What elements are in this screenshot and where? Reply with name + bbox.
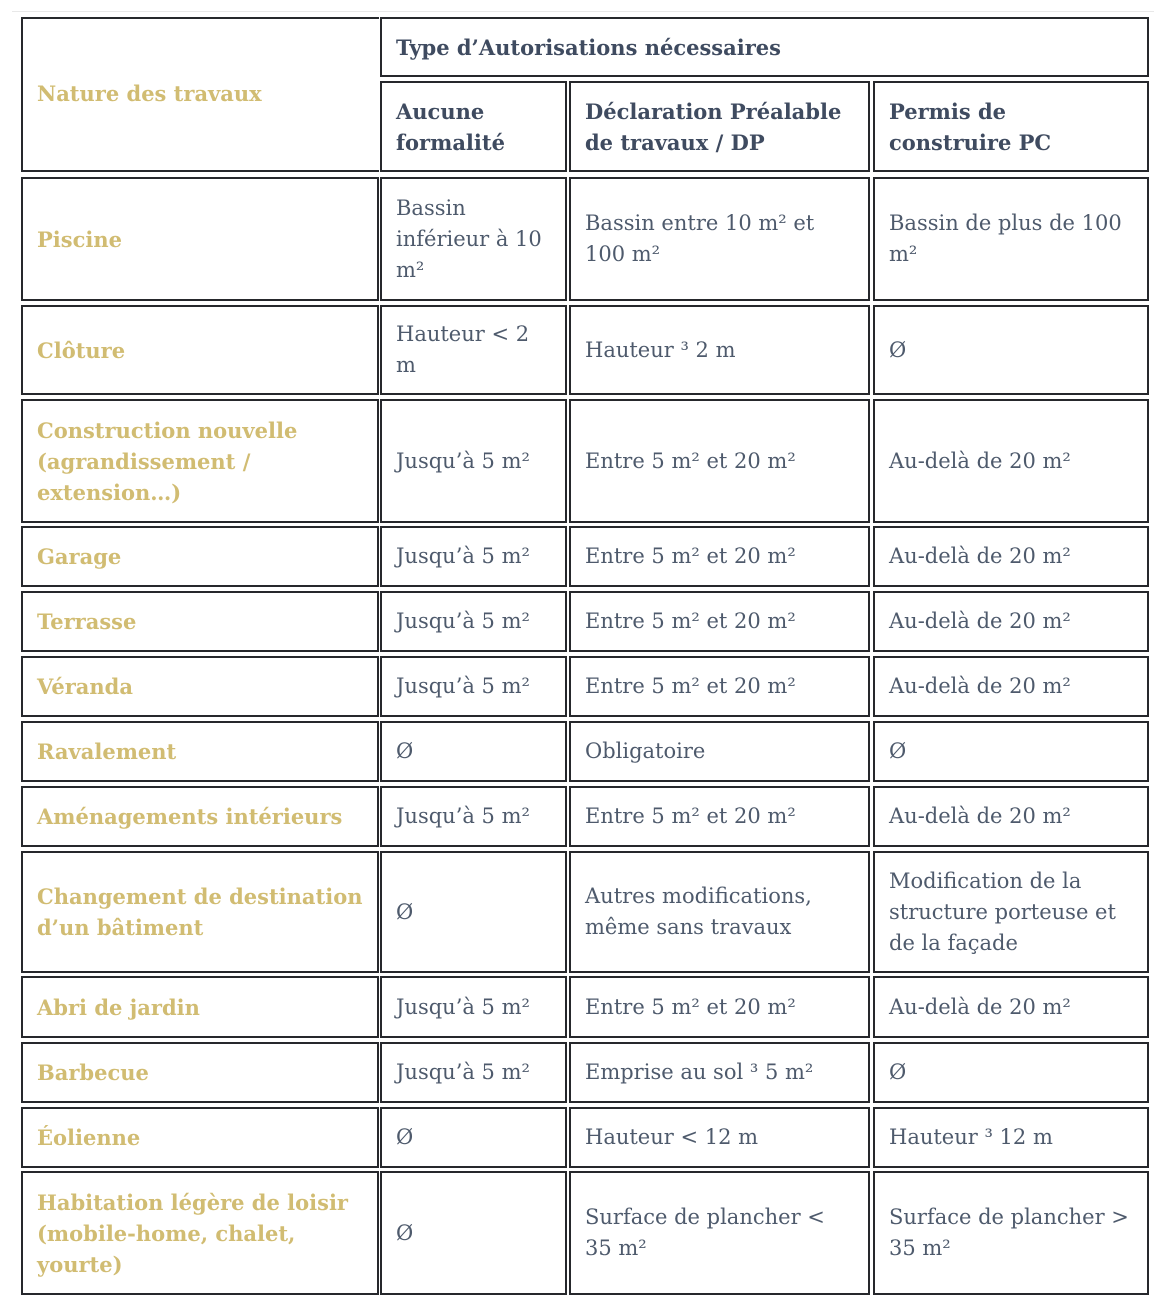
header-col-dp: Déclaration Préalable de travaux / DP <box>569 81 870 172</box>
header-nature-text: Nature des travaux <box>37 81 262 106</box>
cell-aucune-text: Jusqu’à 5 m² <box>396 804 530 828</box>
cell-dp-text: Bassin entre 10 m² et 100 m² <box>585 211 815 266</box>
row-label <box>21 305 379 395</box>
row-label <box>21 976 379 1038</box>
cell-aucune-text: Jusqu’à 5 m² <box>396 448 530 473</box>
cell-aucune <box>380 1171 567 1295</box>
cell-dp-text: Autres modifications, même sans travaux <box>585 884 812 939</box>
row-label <box>21 526 379 587</box>
cell-dp <box>569 177 870 301</box>
cell-pc-text: Au-delà de 20 m² <box>889 448 1071 473</box>
cell-dp <box>569 305 870 395</box>
cell-aucune-text: Jusqu’à 5 m² <box>396 994 530 1019</box>
cell-dp <box>569 399 870 523</box>
cell-pc-text: Bassin de plus de 100 m² <box>889 211 1122 266</box>
cell-aucune <box>380 526 567 587</box>
cell-dp <box>569 656 870 717</box>
cell-pc <box>873 1107 1149 1168</box>
cell-aucune <box>380 786 567 847</box>
cell-pc <box>873 1171 1149 1295</box>
row-label <box>21 591 379 652</box>
cell-dp-text: Entre 5 m² et 20 m² <box>585 674 796 698</box>
cell-dp <box>569 1042 870 1103</box>
cell-aucune <box>380 399 567 523</box>
header-group: Type d’Autorisations nécessaires <box>380 17 1149 77</box>
cell-dp <box>569 851 870 973</box>
cell-pc-text: Au-delà de 20 m² <box>889 544 1071 568</box>
cell-pc-text: Ø <box>889 739 907 763</box>
cell-dp-text: Entre 5 m² et 20 m² <box>585 448 796 473</box>
row-label <box>21 851 379 973</box>
header-col-aucune: Aucune formalité <box>380 81 567 172</box>
cell-pc <box>873 656 1149 717</box>
row-label <box>21 786 379 847</box>
cell-dp <box>569 976 870 1038</box>
cell-dp <box>569 786 870 847</box>
cell-pc-text: Au-delà de 20 m² <box>889 674 1071 698</box>
cell-dp-text: Entre 5 m² et 20 m² <box>585 544 796 568</box>
row-label-text: Habitation légère de loisir (mobile-home, chalet, yourte) <box>37 1189 348 1277</box>
cell-dp-text: Hauteur < 12 m <box>585 1125 759 1149</box>
cell-aucune-text: Jusqu’à 5 m² <box>396 674 530 698</box>
cell-pc-text: Ø <box>889 1060 907 1084</box>
cell-dp-text: Entre 5 m² et 20 m² <box>585 609 796 633</box>
cell-aucune <box>380 1107 567 1168</box>
cell-aucune <box>380 305 567 395</box>
cell-pc <box>873 591 1149 652</box>
cell-pc-text: Au-delà de 20 m² <box>889 609 1071 633</box>
cell-pc <box>873 399 1149 523</box>
cell-aucune-text: Hauteur < 2 m <box>396 322 530 377</box>
row-label-text: Abri de jardin <box>37 994 200 1020</box>
cell-pc <box>873 305 1149 395</box>
header-nature <box>21 17 379 172</box>
cell-pc <box>873 177 1149 301</box>
cell-aucune <box>380 976 567 1038</box>
cell-dp-text: Entre 5 m² et 20 m² <box>585 804 796 828</box>
cell-pc <box>873 526 1149 587</box>
cell-aucune <box>380 1042 567 1103</box>
cell-pc-text: Au-delà de 20 m² <box>889 804 1071 828</box>
row-label <box>21 656 379 717</box>
top-rule <box>12 11 1154 12</box>
cell-pc <box>873 786 1149 847</box>
cell-aucune-text: Ø <box>396 739 414 763</box>
cell-aucune <box>380 177 567 301</box>
cell-aucune-text: Jusqu’à 5 m² <box>396 609 530 633</box>
cell-aucune-text: Jusqu’à 5 m² <box>396 544 530 568</box>
cell-pc <box>873 721 1149 782</box>
row-label-text: Piscine <box>37 226 122 252</box>
row-label <box>21 177 379 301</box>
row-label-text: Véranda <box>37 674 133 699</box>
row-label-text: Terrasse <box>37 609 137 634</box>
cell-pc-text: Au-delà de 20 m² <box>889 994 1071 1019</box>
cell-pc-text: Hauteur ³ 12 m <box>889 1125 1053 1149</box>
row-label-text: Clôture <box>37 337 126 363</box>
header-nature-top-border <box>21 17 379 19</box>
row-label-text: Barbecue <box>37 1060 149 1085</box>
row-label-text: Aménagements intérieurs <box>37 804 343 829</box>
cell-dp <box>569 526 870 587</box>
row-label <box>21 1107 379 1168</box>
row-label-text: Éolienne <box>37 1125 141 1150</box>
cell-dp-text: Entre 5 m² et 20 m² <box>585 994 796 1019</box>
row-label-text: Garage <box>37 544 122 569</box>
cell-aucune <box>380 656 567 717</box>
cell-dp <box>569 591 870 652</box>
cell-pc <box>873 851 1149 973</box>
cell-aucune <box>380 721 567 782</box>
cell-dp-text: Obligatoire <box>585 739 706 763</box>
cell-dp <box>569 1171 870 1295</box>
row-label <box>21 721 379 782</box>
row-label <box>21 1171 379 1295</box>
cell-dp <box>569 721 870 782</box>
cell-dp-text: Emprise au sol ³ 5 m² <box>585 1060 814 1084</box>
row-label <box>21 1042 379 1103</box>
cell-aucune-text: Bassin inférieur à 10 m² <box>396 195 542 282</box>
row-label-text: Changement de destination d’un bâtiment <box>37 884 363 940</box>
cell-aucune-text: Ø <box>396 899 414 924</box>
header-col-pc: Permis de construire PC <box>873 81 1149 172</box>
row-label <box>21 399 379 523</box>
cell-aucune-text: Ø <box>396 1220 414 1245</box>
cell-pc-text: Ø <box>889 337 907 362</box>
row-label-text: Ravalement <box>37 739 177 764</box>
cell-aucune <box>380 591 567 652</box>
cell-pc-text: Modification de la structure porteuse et de la façade <box>889 868 1116 955</box>
cell-aucune-text: Jusqu’à 5 m² <box>396 1060 530 1084</box>
cell-dp-text: Surface de plancher < 35 m² <box>585 1205 825 1260</box>
row-label-text: Construction nouvelle (agrandissement / extension…) <box>37 417 298 505</box>
cell-aucune <box>380 851 567 973</box>
cell-aucune-text: Ø <box>396 1125 414 1149</box>
cell-pc-text: Surface de plancher > 35 m² <box>889 1205 1129 1260</box>
cell-pc <box>873 976 1149 1038</box>
cell-dp-text: Hauteur ³ 2 m <box>585 337 736 362</box>
cell-pc <box>873 1042 1149 1103</box>
cell-dp <box>569 1107 870 1168</box>
